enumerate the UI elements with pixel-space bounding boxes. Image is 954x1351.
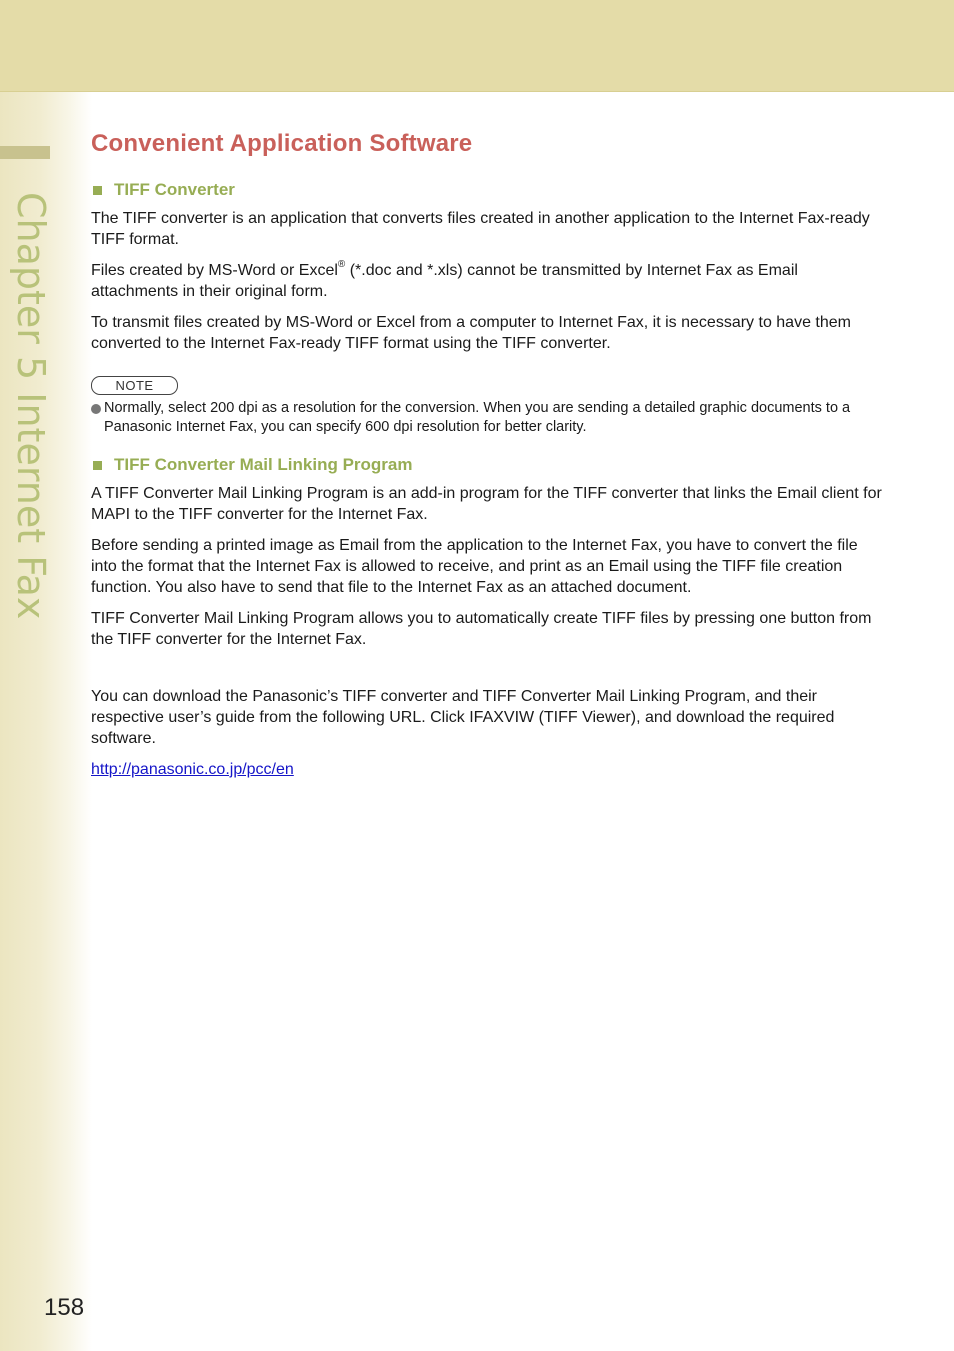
page-number: 158 — [44, 1294, 85, 1321]
note-item — [91, 399, 887, 437]
subheading-text: TIFF Converter — [114, 180, 235, 199]
bullet-dot-icon — [91, 404, 101, 414]
spacer — [91, 650, 887, 680]
paragraph-text: (*.doc and *.xls) cannot be transmitted by Internet Fax as Email attachments in their original form. — [91, 262, 798, 300]
section-title: Convenient Application Software — [91, 130, 473, 157]
subheading-text: TIFF Converter Mail Linking Program — [114, 455, 413, 474]
registered-mark: ® — [337, 259, 346, 270]
chapter-label: Chapter 5 Internet Fax — [9, 192, 53, 620]
paragraph — [91, 260, 887, 302]
square-bullet-icon — [93, 461, 102, 470]
paragraph-text: Files created by MS-Word or Excel — [91, 262, 338, 279]
page-content — [91, 128, 887, 780]
paragraph: To transmit files created by MS-Word or Excel from a computer to Internet Fax, it is necessary to have them converted to the Internet Fax-ready TIFF format using the TIFF converter. — [91, 314, 851, 352]
chapter-tab-marker — [0, 146, 50, 159]
note-text: Normally, select 200 dpi as a resolution for the conversion. When you are sending a detailed graphic documents to a Panasonic Internet Fax, you can specify 600 dpi resolution for better clarity. — [104, 400, 851, 435]
download-link[interactable]: http://panasonic.co.jp/pcc/en — [91, 761, 294, 778]
note-badge: NOTE — [91, 376, 178, 395]
subheading-tiff-converter — [91, 178, 887, 202]
paragraph: A TIFF Converter Mail Linking Program is an add-in program for the TIFF converter that links the Email client for MAPI to the TIFF converter for the Internet Fax. — [91, 485, 882, 523]
paragraph: The TIFF converter is an application that converts files created in another application to the Internet Fax-ready TIFF format. — [91, 210, 870, 248]
subheading-mail-linking — [91, 453, 887, 477]
paragraph: You can download the Panasonic’s TIFF converter and TIFF Converter Mail Linking Program, and their respective user’s guide from the following URL. Click IFAXVIW (TIFF Viewer), and download the required software. — [91, 688, 835, 747]
paragraph: TIFF Converter Mail Linking Program allows you to automatically create TIFF files by pressing one button from the TIFF converter for the Internet Fax. — [91, 610, 872, 648]
header-band — [0, 0, 954, 92]
square-bullet-icon — [93, 186, 102, 195]
paragraph: Before sending a printed image as Email from the application to the Internet Fax, you have to convert the file into the format that the Internet Fax is allowed to receive, and print as an Email using the TIFF file creation function. You also have to send that file to the Internet Fax as an attached document. — [91, 537, 858, 596]
